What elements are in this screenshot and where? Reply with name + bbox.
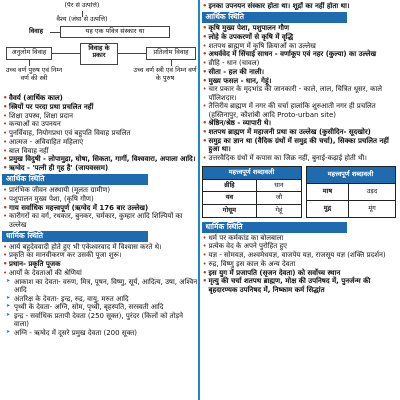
diagram-top-text: (पैर से उत्पत्ति) [64, 2, 100, 9]
list-item: • आत्मज - अविवाहित महिलाएं [2, 138, 199, 146]
list-item: • अथर्ववेद में सिंचाई साधन - वर्णाकूप एवं नहर (कुल्या) का उल्लेख [202, 50, 399, 58]
vocab-table-header: महत्त्वपूर्ण शब्दावली [306, 167, 395, 184]
right-upanayan-list [202, 2, 399, 10]
list-item: • उत्तरवैदिक ग्रंथों में कपास का जिक्र नहीं, बुनाई-कढ़ाई होती थी। [202, 154, 399, 162]
list-item: • शतपथ ब्राह्मण में महाजनी प्रथा का उल्लेख (कुसीदिन- सूदखोर) [202, 128, 399, 136]
vocab-table-header: महत्त्वपूर्ण शब्दावली [202, 167, 301, 180]
vivah-box: यह एक पवित्र संस्कार था [60, 26, 170, 38]
list-item: ➤ अंतरिक्ष के देवता- इन्द्र, रुद्र, वायु, मरुत आदि [2, 295, 199, 303]
list-item: • समुद्र का ज्ञान था (वैदिक ग्रंथों में समुद्र की चर्चा), सिक्का प्रचलित नहीं हुआ था। [202, 137, 399, 154]
table-row [202, 192, 301, 205]
anulom-box: अनुलोम विवाह [6, 47, 52, 60]
left-social-list [2, 94, 199, 172]
list-item: • प्रमुख विदुषी - लोपामुद्रा, घोषा, सिकता, गार्गी, विश्ववारा, अपाला आदि। [2, 155, 199, 163]
vocab-table-1 [202, 166, 302, 218]
list-item: • कन्याओं का उपनयन [2, 120, 199, 128]
vocab-term: मुद्ग [306, 200, 349, 217]
list-item: • कृषि मुख्य पेशा, पशुपालन गौण [202, 24, 399, 32]
table-row [306, 183, 395, 200]
left-religious-list [2, 243, 199, 278]
table-row [202, 205, 301, 218]
list-item: • मुख्य फसल - धान, गेहूं। [202, 77, 399, 85]
vocab-meaning: धान [257, 179, 301, 192]
list-item: • स्त्रियों पर परदा प्रथा प्रचलित नहीं [2, 103, 199, 111]
list-item: • कारीगरों का वर्ग, रथकार, बुनकर, चर्मकार, कुम्हार आदि शिल्पियों का उल्लेख [2, 212, 199, 229]
vivah-label: विवाह [28, 27, 44, 35]
list-item: ➤ आकाश का देवता- वरुण, मित्र, पूषन, विष्णु, सूर्य, आदित्य, उषा, अश्विन आदि [2, 278, 199, 295]
list-item: • सीता - हल की नाली। [202, 68, 399, 76]
list-item: • वैवर्य (आर्थिक काल) [2, 94, 199, 102]
right-economic-list [202, 24, 399, 162]
right-religious-header: धार्मिक स्थिति [202, 222, 348, 233]
pratilom-desc: उच्च वर्ण स्त्री एवं निम्न वर्ण के पुरुष [133, 66, 197, 82]
pratilom-box: प्रतिलोम विवाह [146, 47, 196, 60]
list-item: • शिक्षा उपस्थ, शिक्षा प्रदान [2, 112, 199, 120]
list-item: • प्रकृति का मानवीकरण कर उसकी पूजा शुरू। [2, 251, 199, 259]
vocab-term: माष [306, 183, 349, 200]
list-item: • व्रीहि - धान (चावल) [202, 59, 399, 67]
list-item: • लोहे के उपकरणों से कृषि में वृद्धि [202, 33, 399, 41]
list-item: • तैत्तिरीय ब्राह्मण में नगर की चर्चा हालांकि शुरुआती नगर ही प्रचलित (हस्तिनापुर, कौशांबी आदि Proto-urban site) [202, 102, 399, 119]
vocab-meaning: मूंग [349, 200, 395, 217]
table-row [202, 179, 301, 192]
list-item: ➤ अग्नि - ऋग्वेद में दूसरे प्रमुख देवता (200 सूक्त) [2, 329, 199, 337]
left-column [2, 2, 199, 398]
list-item: • यज्ञ - सोमयज्ञ, अश्वमेधयज्ञ, वाजपेय यज्ञ, राजसूय यज्ञ (शक्ति प्रदर्शन) [202, 251, 399, 259]
list-item: • श्रेष्ठिन/श्रेष्ठ - व्यापारी थे। [202, 119, 399, 127]
list-item: • आर्यों के देवताओं की श्रेणियां [2, 269, 199, 277]
list-item: • पशुपालन मुख्य पेशा, (कृषि गौण) [2, 195, 199, 203]
list-item: • रुद्र, विष्णु इस काल के अन्य देवता [202, 260, 399, 268]
list-item: • शतपथ ब्राह्मण में कृषि क्रियाओं का उल्लेख [202, 42, 399, 50]
list-item: • प्रत्येक वेद के अपने पुरोहित हुए [202, 242, 399, 250]
diagram-connector [118, 53, 146, 54]
list-item: • पुनर्विवाह, नियोगप्रथा एवं बहुपति विवाह प्रचलित [2, 129, 199, 137]
left-religious-header: धार्मिक स्थिति [2, 231, 148, 242]
list-item: • मृत्यु की चर्चा शतपथ ब्राह्मण, मोक्ष की उपनिषद में, पुनर्जन्म की बृहदारण्यक उपनिषद में, निष्काम कर्म सिद्धांत [202, 277, 399, 294]
vocab-term: यव [202, 192, 257, 205]
vocabulary-tables [202, 164, 399, 220]
diagram-connector [50, 32, 60, 33]
list-item: • आर्य बहुदेववादी होते हुए भी एकेश्वरवाद में विश्वास करते थे। [2, 243, 199, 251]
left-economic-header: आर्थिक स्थिति [2, 174, 148, 185]
vocab-meaning: जौ [257, 192, 301, 205]
right-column [202, 2, 399, 398]
list-item: • ऋग्वेद - 'पत्नी ही गृह है' (जायवस्सम) [2, 164, 199, 172]
vocab-table-2 [306, 166, 396, 218]
vocab-meaning: गेहूं [257, 205, 301, 218]
diagram-varna-text: वैश्य (जंघा से उत्पत्ति) [56, 15, 108, 23]
list-item: • इनका उपनयन संस्कार होता था। शूद्रों का नहीं होता था। [202, 2, 399, 10]
list-item: ➤ पृथ्वी के देवता- अग्नि, सोम, पृथ्वी, बृहस्पति, सरस्वती आदि [2, 303, 199, 311]
list-item: • गाय सर्वाधिक महत्त्वपूर्ण (ऋग्वेद में 176 बार उल्लेख) [2, 204, 199, 212]
vocab-term: गोधूम [202, 205, 257, 218]
diagram-center-box: विवाह के प्रकार [80, 43, 118, 65]
list-item: • धर्म पर कर्मकांड का बोलबाला [202, 234, 399, 242]
list-item: • इस युग में प्रजापति (सृजन देवता) को सर्वोच्च स्थान [202, 269, 399, 277]
list-item: • प्रारंभिक जीवन अस्थायी (मूलतः ग्रामीण) [2, 186, 199, 194]
diagram-connector [52, 53, 80, 54]
table-row [306, 200, 395, 217]
right-religious-list [202, 234, 399, 294]
list-item: • बाल विवाह नहीं [2, 147, 199, 155]
right-economic-header: आर्थिक स्थिति [202, 12, 348, 23]
vocab-meaning: उड़द [349, 183, 395, 200]
left-economic-list [2, 186, 199, 229]
list-item: ➤ इन्द्र - सर्वाधिक प्रतापी देवता (250 सूक्त), पुरंदर (किलों को तोड़ने वाला) [2, 312, 199, 329]
left-deity-list [2, 278, 199, 338]
marriage-diagram [2, 2, 199, 94]
vocab-term: व्रीहि [202, 179, 257, 192]
list-item: • चार प्रकार के मृदभांड की जानकारी - काले, लाल, चित्रित धूसर, काले पॉलिशदार। [202, 85, 399, 102]
list-item: • प्रधान- प्रकृति पूजक [2, 260, 199, 268]
anulom-desc: उच्च वर्ण पुरुष एवं निम्न वर्ण की स्त्री [5, 66, 63, 82]
